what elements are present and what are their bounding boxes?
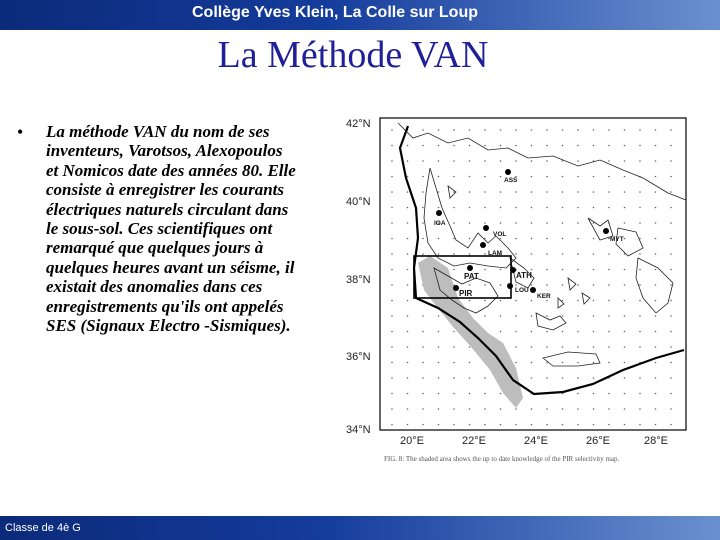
station-label: ASS	[504, 177, 518, 184]
station-lam-marker	[480, 242, 486, 248]
lon-label: 28°E	[644, 435, 668, 447]
lon-label: 26°E	[586, 435, 610, 447]
header-bar	[0, 0, 720, 30]
station-vol-marker	[483, 225, 489, 231]
bullet-icon: •	[17, 122, 24, 142]
station-label: LAM	[488, 250, 503, 257]
station-ioa-marker	[436, 210, 442, 216]
longitude-labels	[400, 435, 668, 447]
station-label: MYT	[610, 236, 624, 243]
lat-label: 42°N	[346, 118, 371, 130]
station-pat-marker	[467, 265, 473, 271]
bullet-text: La méthode VAN du nom de ses inventeurs, Varotsos, Alexopoulos et Nomicos date des années 80. Elle consiste à enregistrer les courants électriques naturels circulant dans le sous-sol. Ces scientifiques ont remarqué que quelques jours à quelques heures avant un séisme, il existait des anomalies dans ces enregistrements qu'ils ont appelés SES (Signaux Electro -Sismiques).	[46, 122, 296, 336]
class-label: Classe de 4è G	[5, 522, 81, 534]
figure-caption: FIG. 8: The shaded area shows the up to date knowledge of the PIR selectivity map.	[384, 455, 620, 463]
station-label: PAT	[464, 272, 479, 281]
school-name: Collège Yves Klein, La Colle sur Loup	[192, 4, 478, 21]
lon-label: 20°E	[400, 435, 424, 447]
lat-label: 34°N	[346, 424, 371, 436]
footer-bar	[0, 516, 720, 540]
lat-label: 36°N	[346, 351, 371, 363]
station-label: LOU	[515, 287, 529, 294]
station-label: IOA	[434, 220, 446, 227]
greece-map	[338, 108, 698, 468]
map-figure	[338, 108, 698, 468]
latitude-labels	[346, 118, 371, 436]
station-lou-marker	[507, 283, 513, 289]
station-label: PIR	[459, 289, 473, 298]
lon-label: 22°E	[462, 435, 486, 447]
slide-title: La Méthode VAN	[217, 34, 489, 76]
station-myt-marker	[603, 228, 609, 234]
station-label: KER	[537, 293, 551, 300]
station-ass-marker	[505, 169, 511, 175]
station-ker-marker	[530, 287, 536, 293]
lon-label: 24°E	[524, 435, 548, 447]
lat-label: 40°N	[346, 196, 371, 208]
station-label: ATH	[516, 271, 532, 280]
lat-label: 38°N	[346, 274, 371, 286]
station-label: VOL	[493, 231, 507, 238]
